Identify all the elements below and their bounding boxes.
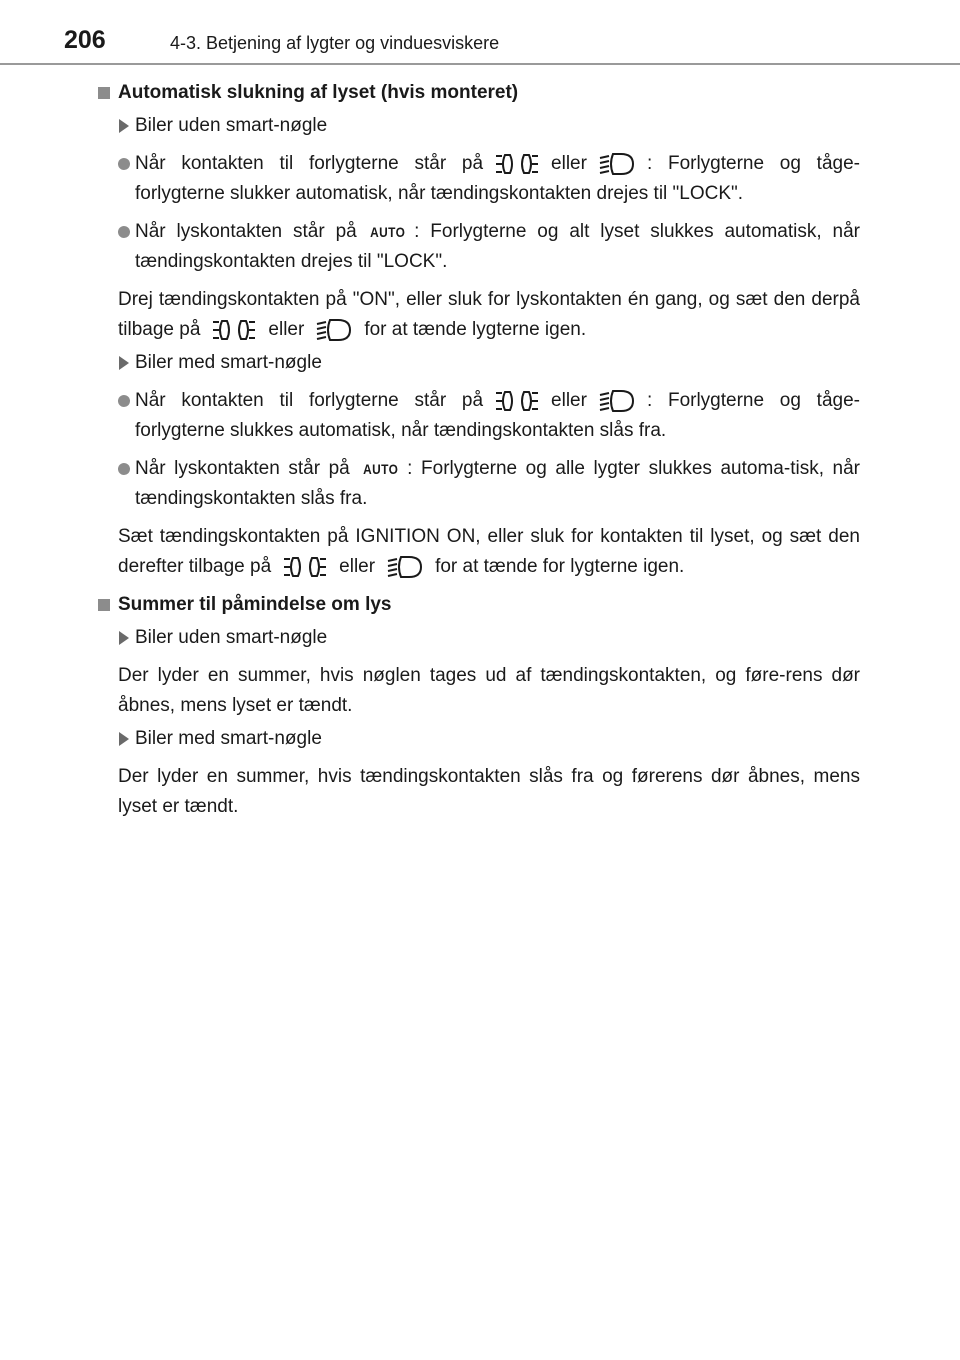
header-rule	[0, 63, 960, 65]
subheading-without-smart-key: Biler uden smart-nøgle	[98, 623, 860, 653]
parking-light-icon	[495, 388, 539, 414]
headlight-icon	[316, 317, 352, 343]
bullet-item: Når lyskontakten står på AUTO : Forlygterne og alle lygter slukkes automa-tisk, når tændingskontakten slås fra.	[98, 454, 860, 514]
bullet-dot-icon	[118, 158, 130, 170]
bullet-dot-icon	[118, 395, 130, 407]
auto-icon: AUTO	[369, 224, 406, 240]
buzzer-paragraph: Der lyder en summer, hvis nøglen tages ud af tændingskontakten, og føre-rens dør åbnes, mens lyset er tændt.	[118, 665, 860, 717]
subheading-without-smart-key: Biler uden smart-nøgle	[98, 111, 860, 141]
triangle-marker-icon	[119, 119, 129, 133]
headlight-icon	[387, 554, 423, 580]
triangle-marker-icon	[119, 631, 129, 645]
square-marker-icon	[98, 87, 110, 99]
page-content	[98, 78, 860, 822]
bullet-dot-icon	[118, 463, 130, 475]
headlight-icon	[599, 151, 635, 177]
triangle-marker-icon	[119, 732, 129, 746]
subheading-with-smart-key: Biler med smart-nøgle	[98, 348, 860, 378]
section-heading-buzzer: Summer til påmindelse om lys	[98, 590, 860, 620]
subheading-with-smart-key: Biler med smart-nøgle	[98, 724, 860, 754]
bullet-item: Når kontakten til forlygterne står på eller : Forlygterne og tåge-forlygterne slukker automatisk, når tændingskontakten drejes til "LOCK".	[98, 149, 860, 209]
auto-icon: AUTO	[362, 461, 399, 478]
section-heading-auto-off: Automatisk slukning af lyset (hvis monteret)	[98, 78, 860, 108]
chapter-title: 4-3. Betjening af lygter og vinduesviskere	[170, 33, 500, 53]
bullet-dot-icon	[118, 226, 130, 238]
bullet-item: Når kontakten til forlygterne står på eller : Forlygterne og tåge-forlygterne slukkes automatisk, når tændingskontakten slås fra.	[98, 386, 860, 446]
parking-light-icon	[283, 554, 327, 580]
parking-light-icon	[495, 151, 539, 177]
note-paragraph: Drej tændingskontakten på "ON", eller sluk for lyskontakten én gang, og sæt den derpå tilbage på eller for at tænde lygterne igen.	[98, 285, 860, 345]
buzzer-paragraph: Der lyder en summer, hvis tændingskontakten slås fra og førerens dør åbnes, mens lyset er tændt.	[118, 766, 860, 818]
parking-light-icon	[212, 317, 256, 343]
bullet-item: Når lyskontakten står på AUTO : Forlygterne og alt lyset slukkes automatisk, når tændingskontakten drejes til "LOCK".	[98, 217, 860, 277]
page-header	[0, 0, 960, 70]
page-number: 206	[64, 26, 106, 54]
note-paragraph: Sæt tændingskontakten på IGNITION ON, eller sluk for kontakten til lyset, og sæt den derefter tilbage på eller for at tænde for lygterne igen.	[98, 522, 860, 582]
square-marker-icon	[98, 599, 110, 611]
headlight-icon	[599, 388, 635, 414]
triangle-marker-icon	[119, 356, 129, 370]
